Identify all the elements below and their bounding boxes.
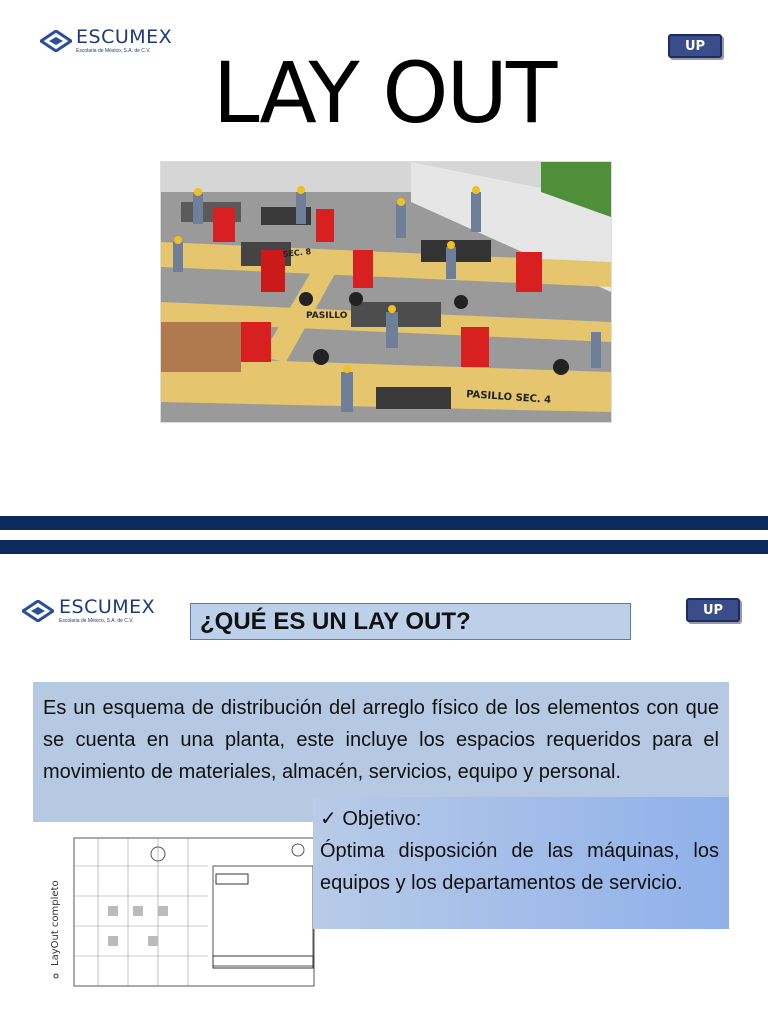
factory-layout-image [160,161,612,423]
up-logo-text: UP [702,602,724,618]
escumex-logo-2 [22,598,155,624]
aisle-label-pasillo: PASILLO [306,311,348,321]
escumex-diamond-icon [22,600,54,622]
checkmark-icon: ✓ [320,808,337,830]
escumex-logo-name: ESCUMEX [59,596,156,618]
escumex-logo-sub: Escolaria de México, S.A. de C.V. [76,48,151,54]
section-heading: ¿QUÉ ES UN LAY OUT? [190,603,631,640]
plan-caption: LayOut completo [50,880,61,966]
up-logo-2 [686,598,740,622]
aisle-label-pasillo-sec: PASILLO SEC. 4 [465,389,552,406]
objective-text: Óptima disposición de las máquinas, los equipos y los departamentos de servicio. [320,840,719,894]
aisle-label-sec: SEC. 8 [282,247,312,259]
definition-text: Es un esquema de distribución del arreglo físico de los elementos con que se cuenta en una planta, este incluye los espacios requeridos para el movimiento de materiales, almacén, servicios, equipo y personal. [43,697,719,783]
objective-label: Objetivo: [342,808,422,830]
up-logo-text: UP [684,38,706,54]
objective-box [313,797,729,929]
escumex-logo-sub: Escolaria de México, S.A. de C.V. [59,618,134,624]
divider-band-bottom [0,540,768,554]
escumex-logo-name: ESCUMEX [76,26,173,48]
divider-band-top [0,516,768,530]
floor-plan-image [48,836,320,988]
page-title: LAY OUT [212,44,556,142]
